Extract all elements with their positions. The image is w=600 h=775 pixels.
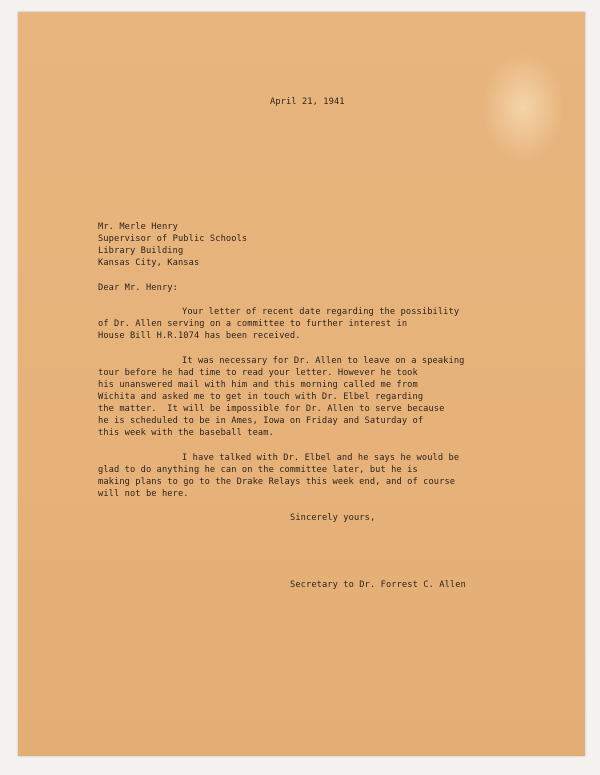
salutation: Dear Mr. Henry: bbox=[98, 283, 178, 293]
paragraph-3-line-3: making plans to go to the Drake Relays this week end, and of course bbox=[98, 477, 456, 487]
paragraph-1-line-3: House Bill H.R.1074 has been received. bbox=[98, 331, 301, 341]
paragraph-2-line-7: this week with the baseball team. bbox=[98, 428, 274, 438]
paragraph-2-line-4: Wichita and asked me to get in touch with Dr. Elbel regarding bbox=[98, 392, 424, 402]
recipient-building: Library Building bbox=[98, 246, 184, 256]
paragraph-3-line-1: I have talked with Dr. Elbel and he says he would be bbox=[182, 453, 460, 463]
paragraph-1-line-2: of Dr. Allen serving on a committee to further interest in bbox=[98, 319, 408, 329]
letter-page bbox=[18, 12, 585, 756]
recipient-city: Kansas City, Kansas bbox=[98, 258, 200, 268]
paragraph-2-line-5: the matter. It will be impossible for Dr. Allen to serve because bbox=[98, 404, 445, 414]
recipient-title: Supervisor of Public Schools bbox=[98, 234, 248, 244]
paragraph-2-line-3: his unanswered mail with him and this morning called me from bbox=[98, 380, 418, 390]
paragraph-3-line-2: glad to do anything he can on the committee later, but he is bbox=[98, 465, 418, 475]
signature-line: Secretary to Dr. Forrest C. Allen bbox=[290, 580, 466, 590]
paragraph-3-line-4: will not be here. bbox=[98, 489, 189, 499]
recipient-name: Mr. Merle Henry bbox=[98, 222, 178, 232]
paragraph-2-line-1: It was necessary for Dr. Allen to leave on a speaking bbox=[182, 356, 465, 366]
paragraph-2-line-6: he is scheduled to be in Ames, Iowa on Friday and Saturday of bbox=[98, 416, 424, 426]
paragraph-1-line-1: Your letter of recent date regarding the possibility bbox=[182, 307, 460, 317]
closing: Sincerely yours, bbox=[290, 513, 376, 523]
letter-date: April 21, 1941 bbox=[270, 97, 345, 107]
paragraph-2-line-2: tour before he had time to read your letter. However he took bbox=[98, 368, 418, 378]
